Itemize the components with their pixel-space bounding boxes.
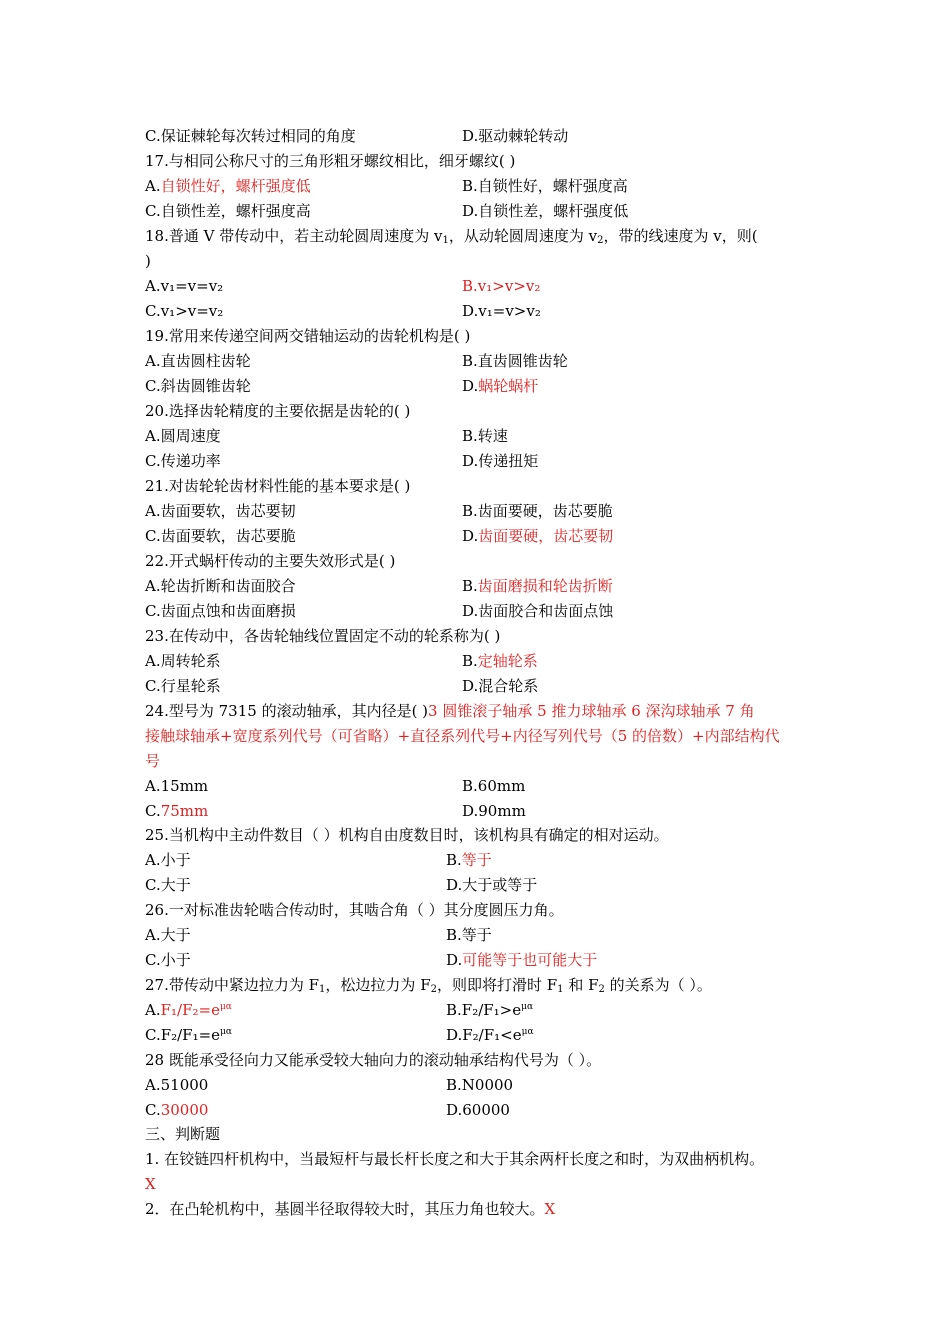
- question-27: 27.带传动中紧边拉力为 $F_1$，松边拉力为 $F_2$，则即将打滑时 $F_1$ 和 $F_2$ 的关系为（ ）。: [145, 976, 712, 995]
- option-d-26: D.可能等于也可能大于: [446, 951, 598, 969]
- option-b-22: B.齿面磨损和轮齿折断: [462, 577, 613, 595]
- judgment-1-answer: X: [145, 1175, 156, 1193]
- judgment-1: 1. 在铰链四杆机构中，当最短杆与最长杆长度之和大于其余两杆长度之和时，为双曲柄机构。: [145, 1150, 765, 1168]
- option-b-26: B.等于: [446, 926, 492, 944]
- answer-23: 定轴轮系: [477, 652, 538, 670]
- option-b-27: $B.F_2/F_1>e^{\mu\alpha}$: [446, 1001, 534, 1019]
- option-b-19: B.直齿圆锥齿轮: [462, 352, 568, 370]
- note-24-line2: 接触球轴承+宽度系列代号（可省略）+直径系列代号+内径写列代号（5 的倍数）+内部结构代: [145, 727, 780, 745]
- option-b-17: B.自锁性好，螺杆强度高: [462, 177, 628, 195]
- question-22: 22.开式蜗杆传动的主要失效形式是( ): [145, 552, 396, 570]
- option-d-17: D.自锁性差，螺杆强度低: [462, 202, 629, 220]
- option-d-25: D.大于或等于: [446, 876, 538, 894]
- option-a-25: A.小于: [145, 851, 191, 869]
- option-b-24: B.60mm: [462, 777, 526, 795]
- option-a-22: A.轮齿折断和齿面胶合: [145, 577, 296, 595]
- question-18-cont: ): [145, 252, 151, 270]
- question-20: 20.选择齿轮精度的主要依据是齿轮的( ): [145, 402, 411, 420]
- option-a-19: A.直齿圆柱齿轮: [145, 352, 251, 370]
- option-d-27: $D.F_2/F_1<e^{\mu\alpha}$: [446, 1026, 534, 1044]
- option-b-23: B.定轴轮系: [462, 652, 538, 670]
- answer-28: 30000: [160, 1101, 209, 1119]
- option-a-26: A.大于: [145, 926, 191, 944]
- option-a-27: $A.F_1/F_2=e^{\mu\alpha}$: [145, 1001, 232, 1019]
- note-24-line3: 号: [145, 752, 161, 770]
- option-d-28: D.60000: [446, 1101, 510, 1119]
- option-d-18: D.v₁=v>v₂: [462, 302, 541, 320]
- option-c-17: C.自锁性差，螺杆强度高: [145, 202, 311, 220]
- question-24: 24.型号为 7315 的滚动轴承，其内径是( )3 圆锥滚子轴承 5 推力球轴承 6 深沟球轴承 7 角: [145, 702, 755, 720]
- question-23: 23.在传动中，各齿轮轴线位置固定不动的轮系称为( ): [145, 627, 501, 645]
- option-d-19: D.蜗轮蜗杆: [462, 377, 539, 395]
- section-heading: 三、判断题: [145, 1125, 221, 1143]
- option-c-18: C.v₁>v=v₂: [145, 302, 224, 320]
- question-25: 25.当机构中主动件数目（ ）机构自由度数目时，该机构具有确定的相对运动。: [145, 826, 669, 844]
- question-17: 17.与相同公称尺寸的三角形粗牙螺纹相比，细牙螺纹( ): [145, 152, 516, 170]
- option-d-22: D.齿面胶合和齿面点蚀: [462, 602, 614, 620]
- option-c-24: C.75mm: [145, 802, 209, 820]
- option-a-23: A.周转轮系: [145, 652, 221, 670]
- option-c-23: C.行星轮系: [145, 677, 221, 695]
- question-21: 21.对齿轮轮齿材料性能的基本要求是( ): [145, 477, 411, 495]
- question-28: 28 既能承受径向力又能承受较大轴向力的滚动轴承结构代号为（ ）。: [145, 1051, 602, 1069]
- answer-19: 蜗轮蜗杆: [478, 377, 539, 395]
- option-c-22: C.齿面点蚀和齿面磨损: [145, 602, 296, 620]
- option-c-26: C.小于: [145, 951, 191, 969]
- option-d-20: D.传递扭矩: [462, 452, 539, 470]
- answer-18: B.v₁>v>v₂: [462, 277, 541, 295]
- option-a-18: A.v₁=v=v₂: [145, 277, 224, 295]
- option-b-20: B.转速: [462, 427, 508, 445]
- option-d-16: D.驱动棘轮转动: [462, 127, 569, 145]
- option-a-17: A.自锁性好，螺杆强度低: [145, 177, 311, 195]
- option-c-19: C.斜齿圆锥齿轮: [145, 377, 251, 395]
- answer-17: 自锁性好，螺杆强度低: [160, 177, 311, 195]
- question-18: 18.普通 V 带传动中，若主动轮圆周速度为 $v_1$，从动轮圆周速度为 $v_2$，带的线速度为 v，则(: [145, 227, 758, 246]
- option-a-21: A.齿面要软，齿芯要韧: [145, 502, 296, 520]
- judgment-2: 2．在凸轮机构中，基圆半径取得较大时，其压力角也较大。X: [145, 1200, 556, 1218]
- question-19: 19.常用来传递空间两交错轴运动的齿轮机构是( ): [145, 327, 471, 345]
- option-c-25: C.大于: [145, 876, 191, 894]
- option-b-28: B.N0000: [446, 1076, 514, 1094]
- option-c-27: $C.F_2/F_1=e^{\mu\alpha}$: [145, 1026, 232, 1044]
- option-d-21: D.齿面要硬，齿芯要韧: [462, 527, 614, 545]
- option-b-25: B.等于: [446, 851, 492, 869]
- note-24: 3 圆锥滚子轴承 5 推力球轴承 6 深沟球轴承 7 角: [428, 702, 755, 720]
- judgment-2-answer: X: [544, 1200, 556, 1218]
- option-b-21: B.齿面要硬，齿芯要脆: [462, 502, 613, 520]
- option-a-20: A.圆周速度: [145, 427, 221, 445]
- option-d-24: D.90mm: [462, 802, 526, 820]
- option-a-24: A.15mm: [145, 777, 209, 795]
- option-c-16: C.保证棘轮每次转过相同的角度: [145, 127, 356, 145]
- answer-24: 75mm: [160, 802, 209, 820]
- answer-27: F₁/F₂=e: [160, 1001, 220, 1019]
- option-d-23: D.混合轮系: [462, 677, 539, 695]
- answer-26: 可能等于也可能大于: [462, 951, 598, 969]
- option-c-28: C.30000: [145, 1101, 209, 1119]
- option-c-20: C.传递功率: [145, 452, 221, 470]
- answer-22: 齿面磨损和轮齿折断: [477, 577, 613, 595]
- answer-21: 齿面要硬，齿芯要韧: [478, 527, 614, 545]
- question-26: 26.一对标准齿轮啮合传动时，其啮合角（ ）其分度圆压力角。: [145, 901, 564, 919]
- option-a-28: A.51000: [145, 1076, 209, 1094]
- answer-25: 等于: [461, 851, 492, 869]
- option-c-21: C.齿面要软，齿芯要脆: [145, 527, 296, 545]
